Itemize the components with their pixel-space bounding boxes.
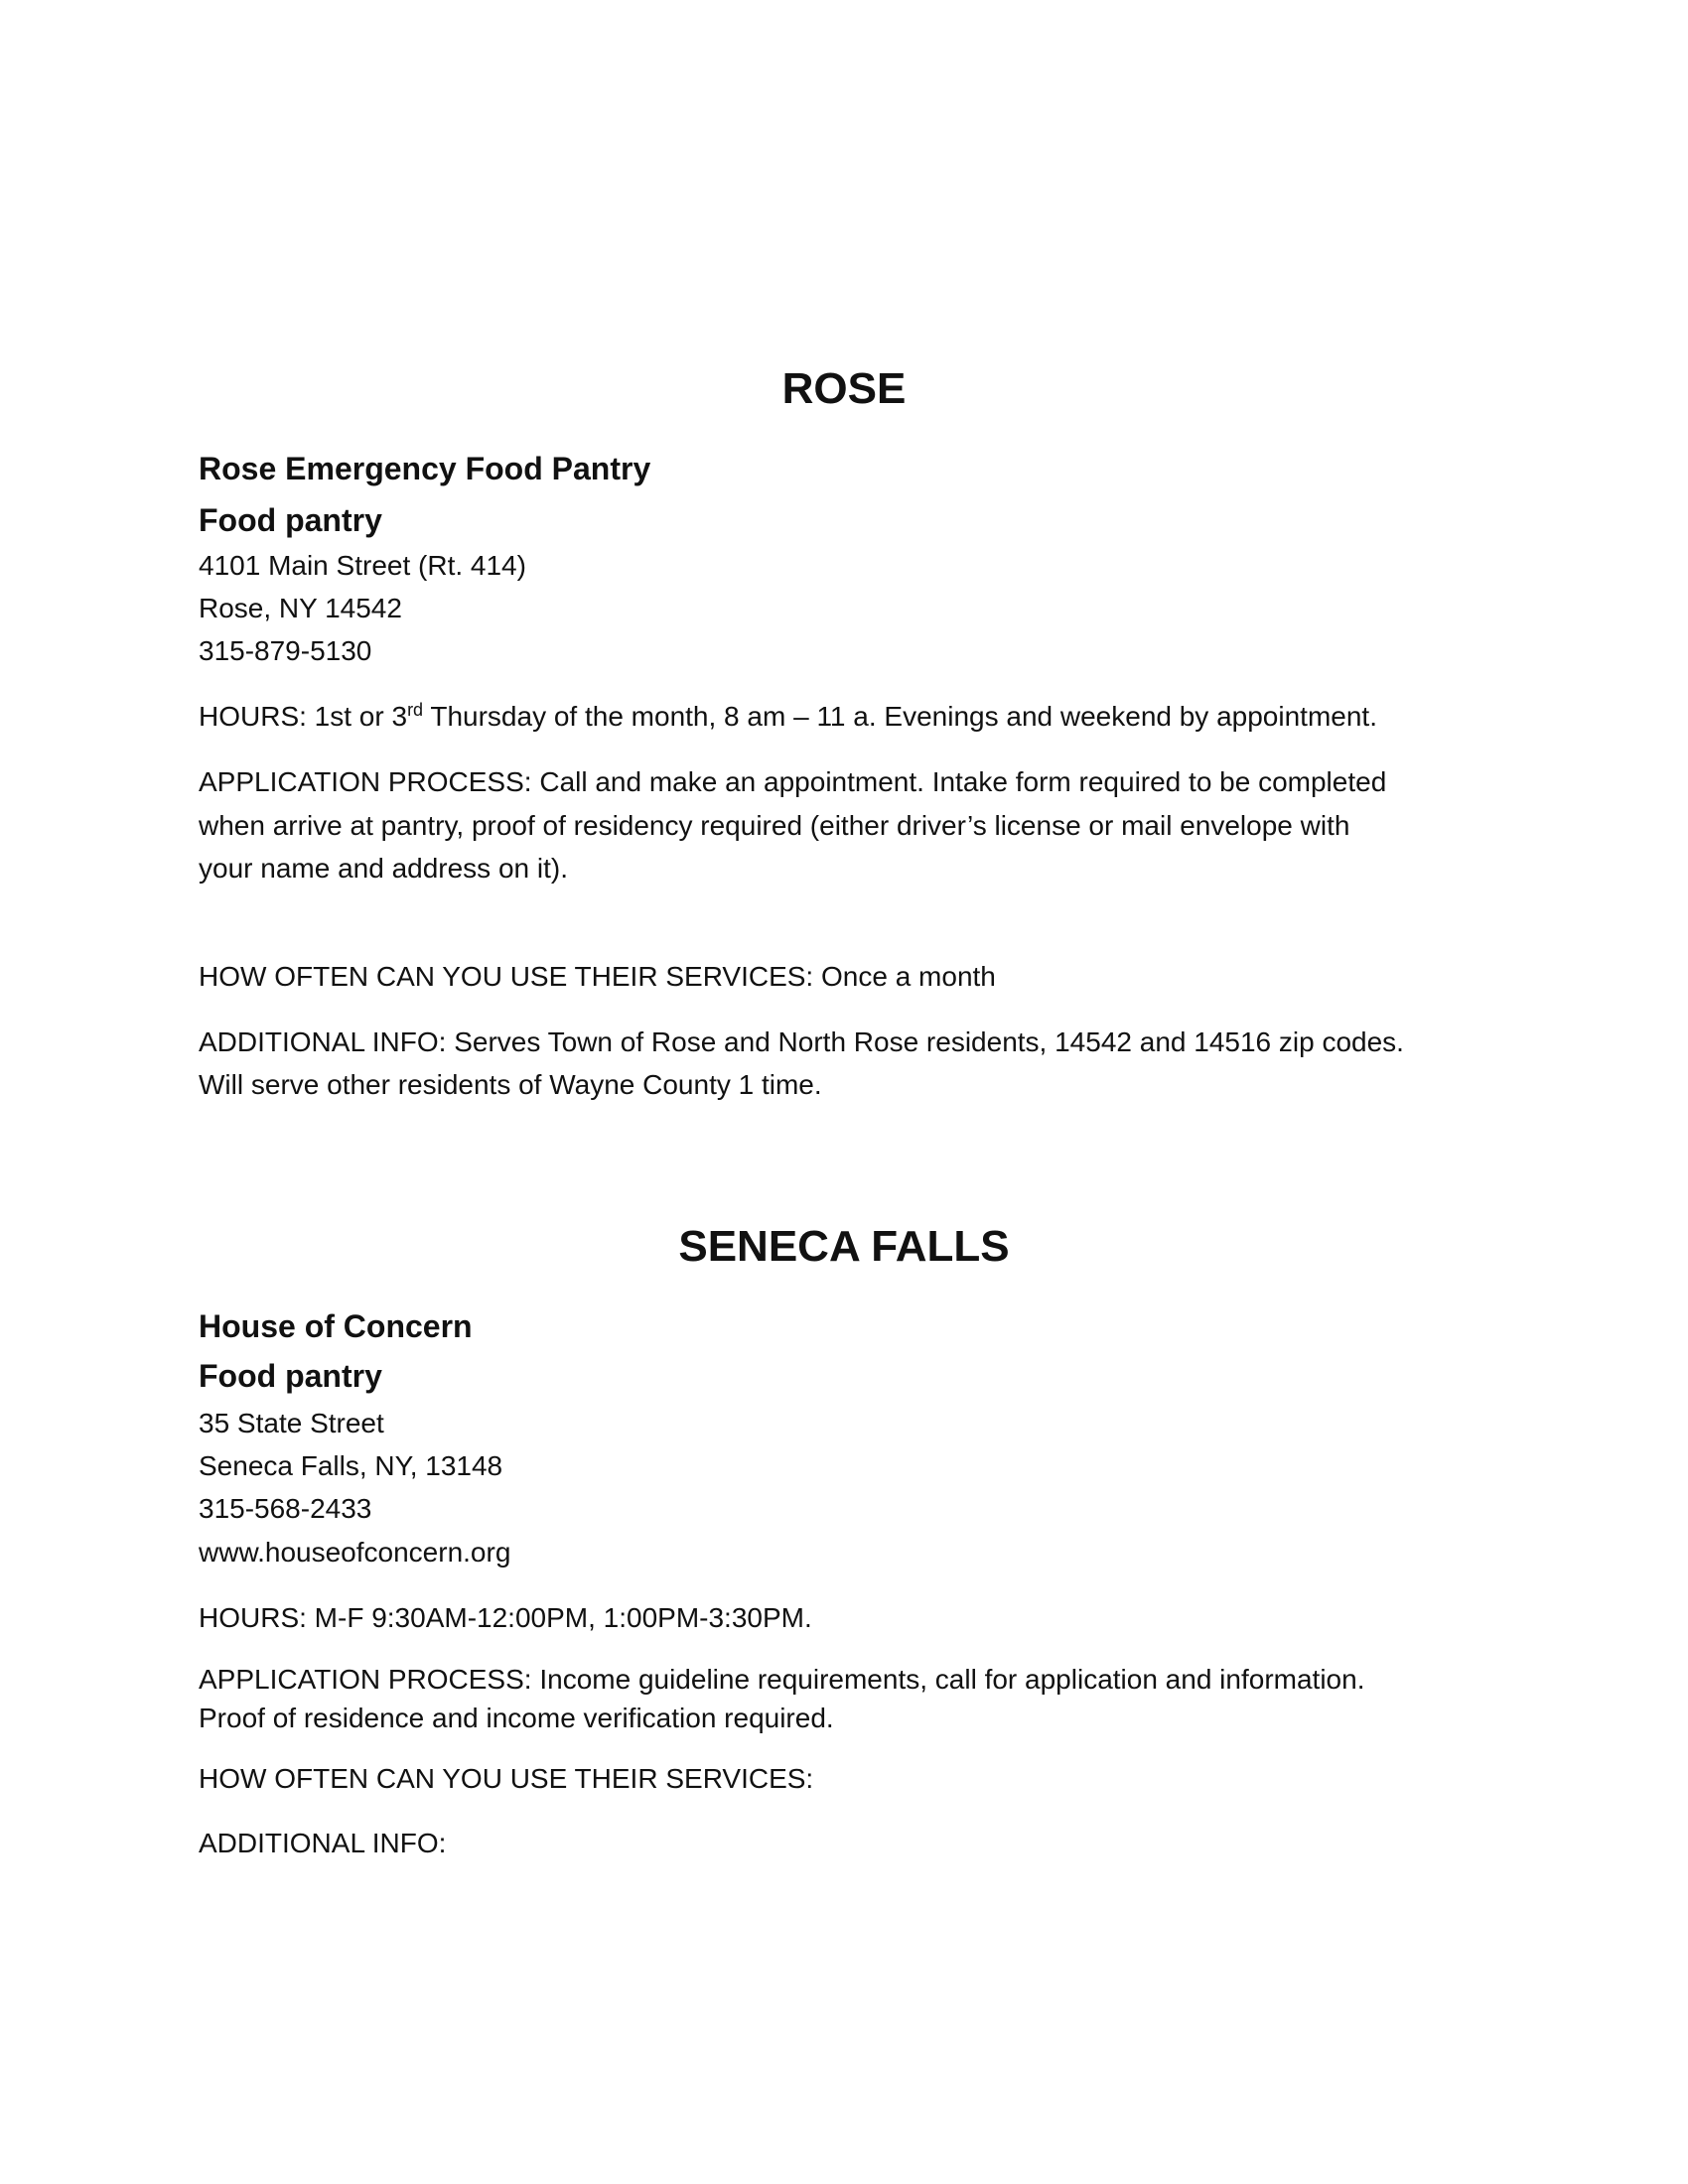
how-often: HOW OFTEN CAN YOU USE THEIR SERVICES: bbox=[199, 1763, 814, 1794]
hours-prefix: HOURS: 1st or 3 bbox=[199, 701, 408, 732]
address-line-2: Seneca Falls, NY, 13148 bbox=[199, 1450, 503, 1481]
application-process-line: your name and address on it). bbox=[199, 853, 568, 884]
address-line-2: Rose, NY 14542 bbox=[199, 593, 402, 623]
address-line-1: 35 State Street bbox=[199, 1408, 384, 1438]
additional-info-line: Will serve other residents of Wayne County 1 time. bbox=[199, 1069, 822, 1100]
org-name: House of Concern bbox=[199, 1308, 473, 1344]
phone-number: 315-879-5130 bbox=[199, 635, 372, 666]
section-heading-seneca-falls: SENECA FALLS bbox=[678, 1222, 1010, 1271]
phone-number: 315-568-2433 bbox=[199, 1493, 372, 1524]
hours bbox=[199, 700, 1377, 732]
website-link[interactable]: www.houseofconcern.org bbox=[199, 1537, 511, 1568]
org-type: Food pantry bbox=[199, 1358, 382, 1394]
application-process-line: when arrive at pantry, proof of residency required (either driver’s license or mail envelope with bbox=[199, 810, 1350, 841]
hours: HOURS: M-F 9:30AM-12:00PM, 1:00PM-3:30PM. bbox=[199, 1602, 812, 1633]
application-process-line: APPLICATION PROCESS: Call and make an appointment. Intake form required to be completed bbox=[199, 766, 1387, 797]
hours-suffix: Thursday of the month, 8 am – 11 a. Evenings and weekend by appointment. bbox=[423, 701, 1377, 732]
hours-superscript: rd bbox=[407, 700, 424, 720]
section-heading-rose: ROSE bbox=[781, 364, 907, 413]
org-name: Rose Emergency Food Pantry bbox=[199, 451, 651, 486]
additional-info-line: ADDITIONAL INFO: bbox=[199, 1828, 447, 1858]
additional-info-line: ADDITIONAL INFO: Serves Town of Rose and North Rose residents, 14542 and 14516 zip codes. bbox=[199, 1026, 1404, 1057]
address-line-1: 4101 Main Street (Rt. 414) bbox=[199, 550, 526, 581]
how-often: HOW OFTEN CAN YOU USE THEIR SERVICES: Once a month bbox=[199, 961, 996, 992]
application-process-line: Proof of residence and income verification required. bbox=[199, 1703, 834, 1733]
org-type: Food pantry bbox=[199, 502, 382, 538]
application-process-line: APPLICATION PROCESS: Income guideline requirements, call for application and information. bbox=[199, 1664, 1365, 1695]
